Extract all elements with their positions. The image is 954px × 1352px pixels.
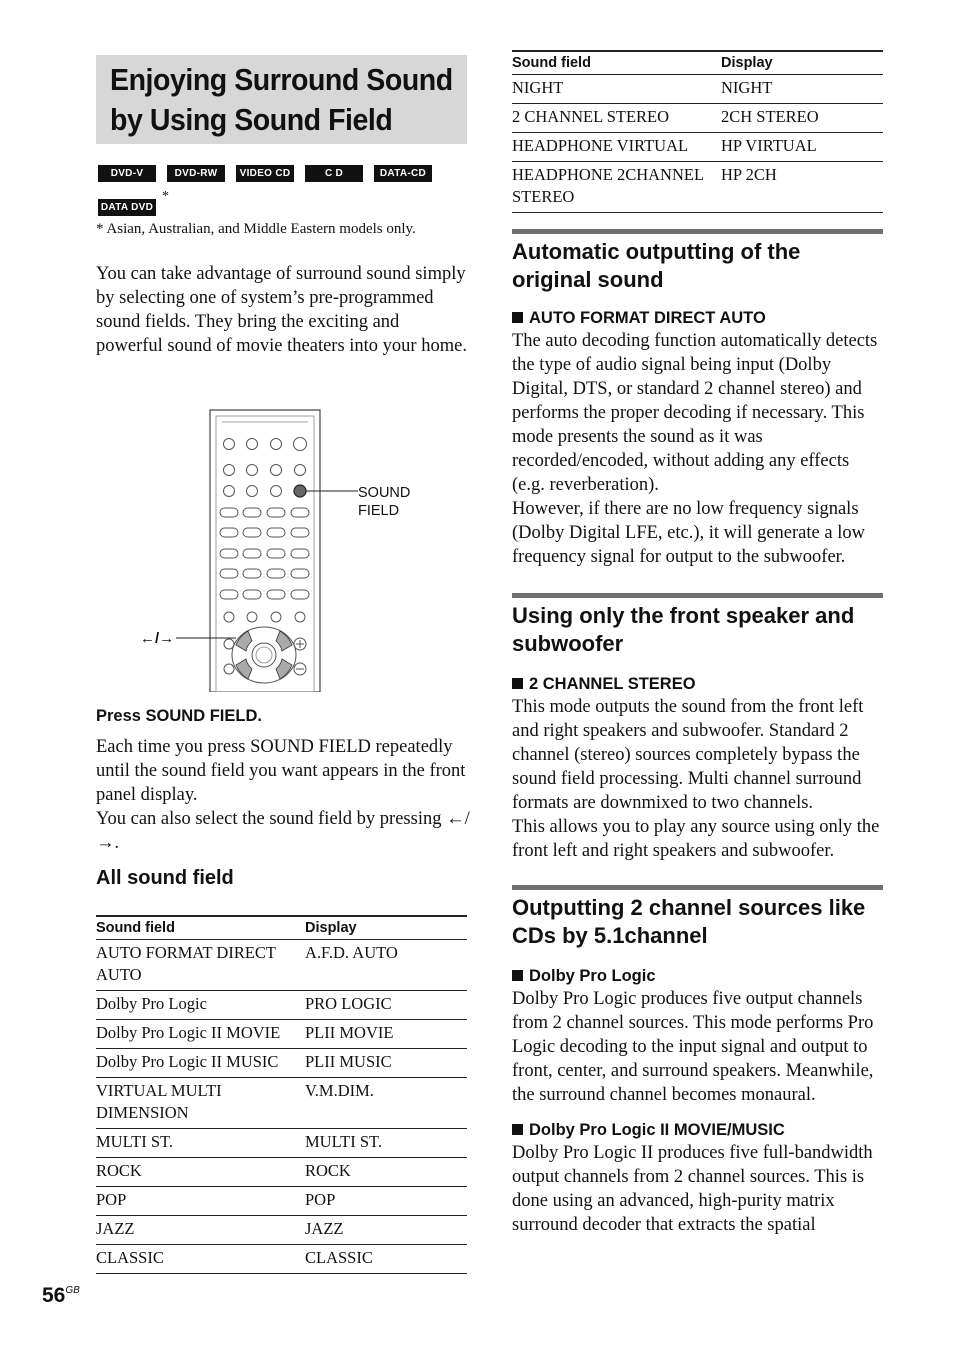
- cell-sound-field: CLASSIC: [96, 1245, 305, 1274]
- cell-sound-field: Dolby Pro Logic II MOVIE: [96, 1020, 305, 1049]
- square-bullet-icon: [512, 1124, 523, 1135]
- badge-asterisk: *: [162, 189, 169, 204]
- subheading-2-channel-stereo: [512, 673, 883, 695]
- section-2-channel-sources: [512, 885, 883, 1237]
- page-number: [42, 1284, 80, 1308]
- badge-data-dvd: DATA DVD: [98, 199, 156, 216]
- cell-display: PLII MUSIC: [305, 1049, 467, 1078]
- badge-cd: C D: [305, 165, 363, 182]
- dolby-paragraph-2: Dolby Pro Logic II produces five full-bandwidth output channels from 2 channel sources. This is done using an advanced, high-purity matrix surround decoder that extracts the spatial: [512, 1143, 873, 1235]
- front-paragraph-1: This mode outputs the sound from the front left and right speakers and subwoofer. Standard 2 channel (stereo) sources completely bypass the sound field processing. Multi channel surround formats are downmixed to two channels.: [512, 697, 864, 813]
- cell-sound-field: HEADPHONE VIRTUAL: [512, 133, 721, 162]
- cell-sound-field: VIRTUAL MULTI DIMENSION: [96, 1078, 305, 1129]
- badge-dvd-rw: DVD-RW: [167, 165, 225, 182]
- sound-field-button[interactable]: [294, 485, 306, 497]
- sound-field-label-line2: FIELD: [358, 503, 400, 519]
- table-row: [96, 1049, 467, 1078]
- subheading-dolby-pro-logic-text: Dolby Pro Logic: [529, 967, 656, 985]
- sound-field-table-right: [512, 50, 883, 213]
- table-header-row: [96, 916, 467, 940]
- table-row: [96, 1245, 467, 1274]
- subheading-auto-format-text: AUTO FORMAT DIRECT AUTO: [529, 309, 766, 327]
- page-number-value: 56: [42, 1284, 66, 1307]
- cell-sound-field: AUTO FORMAT DIRECT AUTO: [96, 940, 305, 991]
- table-row: [512, 104, 883, 133]
- table-row: [96, 1020, 467, 1049]
- subheading-dolby-pro-logic: [512, 965, 883, 987]
- subheading-2-channel-stereo-text: 2 CHANNEL STEREO: [529, 675, 696, 693]
- step-body-paragraph-1: Each time you press SOUND FIELD repeatedly until the sound field you want appears in the front panel display.: [96, 737, 466, 805]
- auto-paragraph-2: However, if there are no low frequency signals (Dolby Digital LFE, etc.), it will generate a low frequency signal for output to the subwoofer.: [512, 499, 865, 567]
- arrows-label: ←/→: [140, 630, 175, 647]
- header-sound-field: Sound field: [96, 916, 305, 940]
- header-sound-field: Sound field: [512, 51, 721, 75]
- cell-sound-field: ROCK: [96, 1158, 305, 1187]
- badge-dvd-v: DVD-V: [98, 165, 156, 182]
- all-sound-field-heading: All sound field: [96, 867, 234, 889]
- page-title-box: [96, 55, 467, 144]
- cell-display: 2CH STEREO: [721, 104, 883, 133]
- subheading-auto-format: [512, 307, 883, 329]
- cell-sound-field: JAZZ: [96, 1216, 305, 1245]
- remote-directional-pad[interactable]: [232, 627, 296, 683]
- step-body: [96, 735, 471, 855]
- step-heading: Press SOUND FIELD.: [96, 707, 262, 725]
- cell-sound-field: MULTI ST.: [96, 1129, 305, 1158]
- table-row: [96, 1078, 467, 1129]
- subheading-dolby-pro-logic-ii-text: Dolby Pro Logic II MOVIE/MUSIC: [529, 1121, 785, 1139]
- table-row: [96, 940, 467, 991]
- sound-field-table-left: [96, 915, 467, 1274]
- cell-sound-field: POP: [96, 1187, 305, 1216]
- cell-display: HP VIRTUAL: [721, 133, 883, 162]
- cell-sound-field: NIGHT: [512, 75, 721, 104]
- page-title: [110, 60, 453, 140]
- section-automatic-outputting: [512, 229, 883, 569]
- badge-video-cd: VIDEO CD: [236, 165, 294, 182]
- front-paragraph-2: This allows you to play any source using only the front left and right speakers and subwoofer.: [512, 817, 880, 861]
- table-row: [96, 1158, 467, 1187]
- footnote: * Asian, Australian, and Middle Eastern models only.: [96, 221, 416, 237]
- cell-display: POP: [305, 1187, 467, 1216]
- cell-display: MULTI ST.: [305, 1129, 467, 1158]
- square-bullet-icon: [512, 970, 523, 981]
- cell-display: ROCK: [305, 1158, 467, 1187]
- table-header-row: [512, 51, 883, 75]
- cell-display: PRO LOGIC: [305, 991, 467, 1020]
- section-heading-front: Using only the front speaker and subwoofer: [512, 593, 883, 658]
- square-bullet-icon: [512, 312, 523, 323]
- auto-paragraph-1: The auto decoding function automatically detects the type of audio signal being input (Dolby Digital, DTS, or standard 2 channel stereo) and performs the proper decoding if necessary. This mode presents the sound as it was recorded/encoded, without adding any effects (e.g. reverberation).: [512, 331, 878, 495]
- cell-display: CLASSIC: [305, 1245, 467, 1274]
- page-title-line1: Enjoying Surround Sound: [110, 62, 453, 97]
- cell-display: NIGHT: [721, 75, 883, 104]
- left-column: [96, 55, 470, 1267]
- step-body-paragraph-2: You can also select the sound field by pressing ←/→.: [96, 809, 470, 853]
- sound-field-label-line1: SOUND: [358, 485, 411, 501]
- cell-display: V.M.DIM.: [305, 1078, 467, 1129]
- remote-control-illustration: [136, 407, 436, 692]
- cell-display: A.F.D. AUTO: [305, 940, 467, 991]
- table-row: [512, 75, 883, 104]
- page-number-suffix: GB: [65, 1285, 80, 1296]
- table-row: [96, 1187, 467, 1216]
- square-bullet-icon: [512, 678, 523, 689]
- cell-display: PLII MOVIE: [305, 1020, 467, 1049]
- table-row: [512, 162, 883, 213]
- section-front-speaker: [512, 593, 883, 863]
- subheading-dolby-pro-logic-ii: [512, 1119, 883, 1141]
- intro-text: [96, 262, 467, 358]
- intro-paragraph: You can take advantage of surround sound simply by selecting one of system’s pre-programmed sound fields. They bring the exciting and powerful sound of movie theaters into your home.: [96, 264, 467, 356]
- page-title-line2: by Using Sound Field: [110, 102, 393, 137]
- table-row: [96, 1216, 467, 1245]
- header-display: Display: [721, 51, 883, 75]
- header-display: Display: [305, 916, 467, 940]
- table-row: [96, 991, 467, 1020]
- section-heading-automatic: Automatic outputting of the original sound: [512, 229, 883, 294]
- badge-data-cd: DATA-CD: [374, 165, 432, 182]
- cell-sound-field: 2 CHANNEL STEREO: [512, 104, 721, 133]
- cell-display: JAZZ: [305, 1216, 467, 1245]
- table-row: [512, 133, 883, 162]
- table-row: [96, 1129, 467, 1158]
- cell-sound-field: Dolby Pro Logic II MUSIC: [96, 1049, 305, 1078]
- section-heading-2-channel: Outputting 2 channel sources like CDs by 5.1channel: [512, 885, 883, 950]
- cell-sound-field: Dolby Pro Logic: [96, 991, 305, 1020]
- cell-sound-field: HEADPHONE 2CHANNEL STEREO: [512, 162, 721, 213]
- cell-display: HP 2CH: [721, 162, 883, 213]
- dolby-paragraph-1: Dolby Pro Logic produces five output channels from 2 channel sources. This mode performs Pro Logic decoding to the input signal and output to front, center, and surround speakers. Meanwhile, the surround channel becomes monaural.: [512, 989, 874, 1105]
